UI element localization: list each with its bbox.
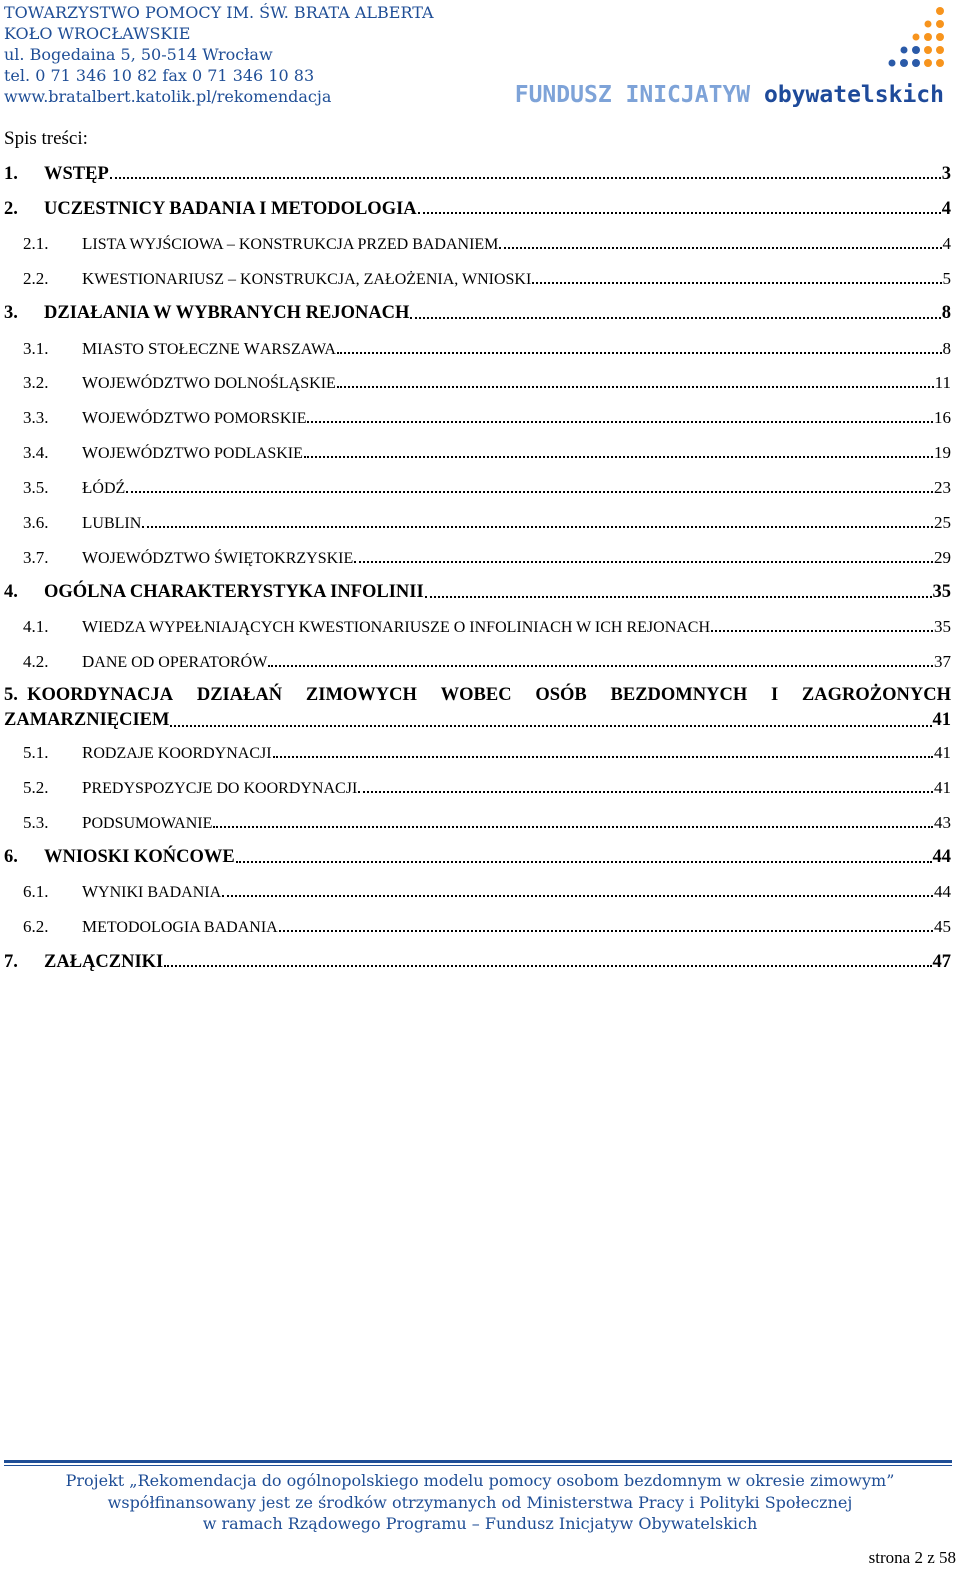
toc-page: 45 <box>934 917 951 937</box>
toc-label: UCZESTNICY BADANIA I METODOLOGIA <box>44 198 417 219</box>
toc-label: RODZAJE KOORDYNACJI <box>82 743 272 763</box>
org-street: ul. Bogedaina 5, 50-514 Wrocław <box>4 45 273 64</box>
logo-text-obywatelskich: obywatelskich <box>763 82 944 108</box>
toc-number: 1. <box>4 163 18 184</box>
leader-dots <box>337 386 934 388</box>
leader-dots <box>410 317 940 319</box>
org-name: TOWARZYSTWO POMOCY IM. ŚW. BRATA ALBERTA <box>4 3 434 22</box>
toc-label-word: WOBEC <box>440 684 512 705</box>
toc-number: 6.2. <box>23 917 49 937</box>
toc-number: 5.2. <box>23 777 49 797</box>
toc-page: 23 <box>934 478 951 498</box>
toc-label: DZIAŁANIA W WYBRANYCH REJONACH <box>44 303 410 324</box>
page-number: strona 2 z 58 <box>868 1548 956 1567</box>
toc-page: 11 <box>934 373 951 393</box>
leader-dots <box>337 352 942 354</box>
toc-number: 3.4. <box>23 443 49 463</box>
footer-divider <box>4 1460 952 1463</box>
toc-page: 19 <box>934 443 951 463</box>
leader-dots <box>418 212 941 214</box>
toc-label: WOJEWÓDZTWO POMORSKIE <box>82 408 307 428</box>
toc-page: 37 <box>934 652 951 672</box>
toc-number: 3.3. <box>23 408 49 428</box>
toc-number: 3.7. <box>23 547 49 567</box>
leader-dots <box>354 561 933 563</box>
toc-label-word: ZAGROŻONYCH <box>801 684 951 705</box>
leader-dots <box>279 930 933 932</box>
toc-label: WOJEWÓDZTWO PODLASKIE <box>82 443 303 463</box>
toc-label-word: 5. KOORDYNACJA <box>4 684 174 705</box>
logo-text-fundusz: FUNDUSZ INICJATYW <box>514 82 764 108</box>
page-header <box>4 2 956 112</box>
leader-dots <box>304 456 933 458</box>
toc-label: ŁÓDŹ <box>82 478 126 498</box>
toc-page: 4 <box>942 234 951 254</box>
toc-page: 8 <box>941 303 951 324</box>
leader-dots <box>213 826 933 828</box>
toc-entry[interactable] <box>4 505 951 540</box>
toc-entry[interactable] <box>4 401 951 436</box>
toc-label: PODSUMOWANIE <box>82 812 213 832</box>
toc-label: DANE OD OPERATORÓW <box>82 652 268 672</box>
toc-label-word: OSÓB <box>535 684 587 705</box>
toc-number: 5.1. <box>23 743 49 763</box>
toc-number: 7. <box>4 951 18 972</box>
toc-entry[interactable] <box>4 910 951 945</box>
toc-page: 43 <box>934 812 951 832</box>
toc-page: 3 <box>941 163 951 184</box>
toc-page: 47 <box>932 951 951 972</box>
toc-entry[interactable] <box>4 645 951 680</box>
toc-entry[interactable] <box>4 540 951 575</box>
leader-dots <box>222 895 933 897</box>
toc-label: WSTĘP <box>44 163 109 184</box>
toc-number: 2.1. <box>23 234 49 254</box>
toc-label: WNIOSKI KOŃCOWE <box>44 847 235 868</box>
toc-entry[interactable] <box>4 840 951 875</box>
leader-dots <box>126 491 933 493</box>
toc-label-line1 <box>4 685 951 709</box>
toc-page: 35 <box>934 617 951 637</box>
toc-page: 44 <box>934 882 951 902</box>
toc-number: 4. <box>4 582 18 603</box>
org-branch: KOŁO WROCŁAWSKIE <box>4 24 191 43</box>
toc-page: 29 <box>934 547 951 567</box>
org-phone-fax: tel. 0 71 346 10 82 fax 0 71 346 10 83 <box>4 66 315 85</box>
toc-label: LISTA WYJŚCIOWA – KONSTRUKCJA PRZED BADANIEM <box>82 234 499 254</box>
toc-entry[interactable] <box>4 680 951 736</box>
toc-number: 3.6. <box>23 512 49 532</box>
toc-label: ZAŁĄCZNIKI <box>44 951 164 972</box>
toc-number: 3.1. <box>23 338 49 358</box>
footer-line: współfinansowany jest ze środków otrzymanych od Ministerstwa Pracy i Polityki Społecznej <box>107 1492 853 1512</box>
toc-label: MIASTO STOŁECZNE WARSZAWA <box>82 338 336 358</box>
leader-dots <box>425 596 932 598</box>
toc-label: WOJEWÓDZTWO ŚWIĘTOKRZYSKIE <box>82 547 354 567</box>
toc-entry[interactable] <box>4 471 951 506</box>
toc-label-word: BEZDOMNYCH <box>610 684 748 705</box>
logo-wordmark <box>515 82 944 108</box>
toc-entry[interactable] <box>4 192 951 227</box>
toc-entry[interactable] <box>4 227 951 262</box>
toc-label: WIEDZA WYPEŁNIAJĄCYCH KWESTIONARIUSZE O INFOLINIACH W ICH REJONACH <box>82 617 711 637</box>
toc-label: OGÓLNA CHARAKTERYSTYKA INFOLINII <box>44 582 424 603</box>
toc-entry[interactable] <box>4 610 951 645</box>
toc-label: ZAMARZNIĘCIEM <box>4 710 170 731</box>
org-website-link[interactable]: www.bratalbert.katolik.pl/rekomendacja <box>4 87 332 106</box>
leader-dots <box>358 791 933 793</box>
toc-page: 35 <box>932 582 951 603</box>
organization-address <box>4 2 434 107</box>
leader-dots <box>273 756 933 758</box>
toc-entry[interactable] <box>4 331 951 366</box>
toc-title: Spis treści: <box>4 128 88 149</box>
leader-dots <box>711 630 933 632</box>
leader-dots <box>164 965 931 967</box>
toc-page: 16 <box>934 408 951 428</box>
leader-dots <box>307 421 933 423</box>
footer-line: Projekt „Rekomendacja do ogólnopolskiego modelu pomocy osobom bezdomnym w okresie zimowym” <box>65 1471 895 1490</box>
toc-number: 3.2. <box>23 373 49 393</box>
table-of-contents <box>4 157 951 980</box>
toc-number: 3.5. <box>23 478 49 498</box>
toc-entry[interactable] <box>4 157 951 192</box>
toc-label-word: DZIAŁAŃ <box>196 684 283 705</box>
leader-dots <box>170 725 931 727</box>
toc-number: 2. <box>4 198 18 219</box>
dots-logo-icon <box>882 6 952 76</box>
toc-number: 6. <box>4 847 18 868</box>
toc-page: 25 <box>934 512 951 532</box>
toc-entry[interactable] <box>4 945 951 980</box>
toc-page: 41 <box>932 710 951 731</box>
toc-page: 4 <box>941 198 951 219</box>
leader-dots <box>268 665 933 667</box>
toc-entry[interactable] <box>4 296 951 331</box>
toc-entry[interactable] <box>4 771 951 806</box>
toc-number: 6.1. <box>23 882 49 902</box>
footer-divider-thin <box>4 1465 952 1466</box>
toc-entry[interactable] <box>4 875 951 910</box>
toc-number: 2.2. <box>23 268 49 288</box>
leader-dots <box>532 282 941 284</box>
toc-entry[interactable] <box>4 262 951 297</box>
toc-number: 5.3. <box>23 812 49 832</box>
toc-page: 44 <box>932 847 951 868</box>
toc-page: 41 <box>934 743 951 763</box>
footer-line: w ramach Rządowego Programu – Fundusz Inicjatyw Obywatelskich <box>202 1514 758 1533</box>
toc-entry[interactable] <box>4 436 951 471</box>
toc-label-line2 <box>4 709 951 733</box>
page-footer <box>0 1470 960 1535</box>
toc-number: 4.1. <box>23 617 49 637</box>
toc-label: METODOLOGIA BADANIA <box>82 917 278 937</box>
toc-entry[interactable] <box>4 575 951 610</box>
toc-label: PREDYSPOZYCJE DO KOORDYNACJI <box>82 777 358 797</box>
toc-entry[interactable] <box>4 736 951 771</box>
leader-dots <box>142 526 933 528</box>
leader-dots <box>236 861 932 863</box>
toc-label: WOJEWÓDZTWO DOLNOŚLĄSKIE <box>82 373 336 393</box>
toc-label-word: I <box>770 684 779 705</box>
toc-page: 5 <box>942 268 951 288</box>
toc-label: LUBLIN <box>82 512 142 532</box>
toc-page: 8 <box>942 338 951 358</box>
toc-entry[interactable] <box>4 805 951 840</box>
toc-number: 4.2. <box>23 652 49 672</box>
toc-label: KWESTIONARIUSZ – KONSTRUKCJA, ZAŁOŻENIA, WNIOSKI <box>82 268 532 288</box>
leader-dots <box>110 177 941 179</box>
toc-entry[interactable] <box>4 366 951 401</box>
toc-label: WYNIKI BADANIA <box>82 882 222 902</box>
toc-page: 41 <box>934 777 951 797</box>
toc-number: 3. <box>4 303 18 324</box>
toc-label-word: ZIMOWYCH <box>305 684 417 705</box>
fio-logo <box>432 6 952 112</box>
leader-dots <box>499 247 941 249</box>
